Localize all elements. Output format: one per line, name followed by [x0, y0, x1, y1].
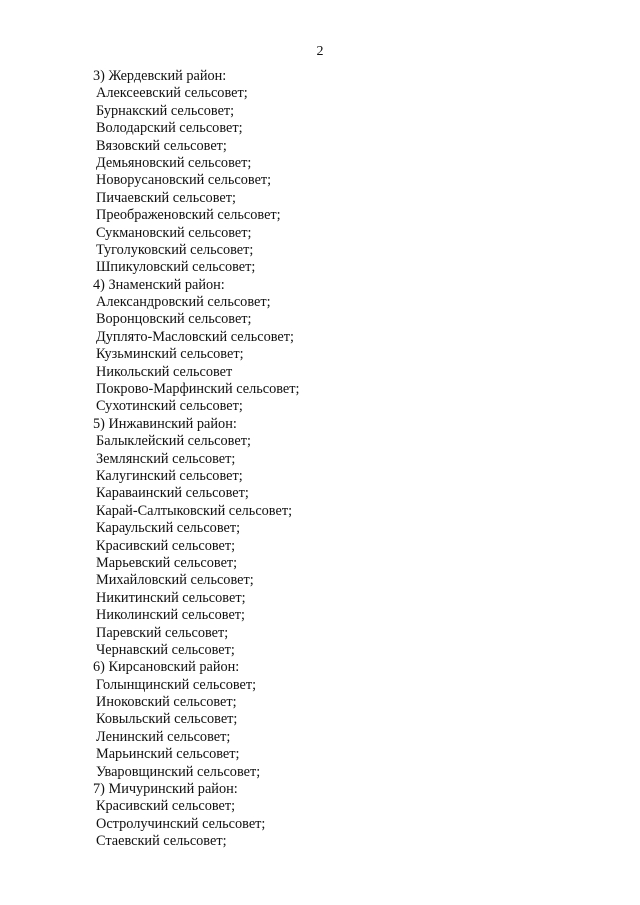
- council-list-item: Уваровщинский сельсовет;: [96, 763, 261, 780]
- council-list-item: Вязовский сельсовет;: [96, 137, 227, 154]
- council-list-item: Сухотинский сельсовет;: [96, 398, 243, 415]
- council-list-item: Новорусановский сельсовет;: [96, 172, 272, 189]
- council-list-item: Покрово-Марфинский сельсовет;: [96, 381, 300, 398]
- council-list-item: Сукмановский сельсовет;: [96, 224, 252, 241]
- council-list-item: Кузьминский сельсовет;: [96, 346, 244, 363]
- council-list-item: Шпикуловский сельсовет;: [96, 259, 256, 276]
- page-number: 2: [316, 44, 324, 59]
- council-list-item: Ленинский сельсовет;: [96, 728, 231, 745]
- council-list-item: Николинский сельсовет;: [96, 607, 246, 624]
- council-list-item: Преображеновский сельсовет;: [96, 207, 281, 224]
- council-list-item: Туголуковский сельсовет;: [96, 241, 254, 258]
- council-list-item: Демьяновский сельсовет;: [96, 154, 252, 171]
- council-list-item: Карай-Салтыковский сельсовет;: [96, 502, 293, 519]
- council-list-item: Воронцовский сельсовет;: [96, 311, 252, 328]
- district-heading: 3) Жердевский район:: [93, 68, 227, 84]
- council-list-item: Михайловский сельсовет;: [96, 572, 254, 589]
- council-list-item: Землянский сельсовет;: [96, 450, 236, 467]
- district-heading: 4) Знаменский район:: [93, 276, 225, 293]
- district-heading: 5) Инжавинский район:: [93, 415, 237, 432]
- district-heading: 6) Кирсановский район:: [93, 659, 240, 676]
- council-list-item: Ковыльский сельсовет;: [96, 711, 238, 728]
- council-list-item: Паревский сельсовет;: [96, 624, 229, 641]
- council-list-item: Марьинский сельсовет;: [96, 746, 240, 763]
- council-list-item: Никольский сельсовет: [96, 363, 233, 380]
- council-list-item: Иноковский сельсовет;: [96, 694, 237, 711]
- council-list-item: Калугинский сельсовет;: [96, 467, 243, 484]
- council-list-item: Караваинский сельсовет;: [96, 485, 249, 502]
- council-list-item: Никитинский сельсовет;: [96, 589, 246, 606]
- council-list-item: Дуплято-Масловский сельсовет;: [96, 328, 294, 345]
- district-list: [93, 68, 593, 851]
- district-heading: 7) Мичуринский район:: [93, 781, 238, 798]
- council-list-item: Голынщинский сельсовет;: [96, 676, 257, 693]
- council-list-item: Пичаевский сельсовет;: [96, 189, 236, 206]
- council-list-item: Алексеевский сельсовет;: [96, 85, 248, 102]
- council-list-item: Бурнакский сельсовет;: [96, 102, 235, 119]
- council-list-item: Марьевский сельсовет;: [96, 554, 238, 571]
- council-list-item: Александровский сельсовет;: [96, 294, 271, 311]
- council-list-item: Красивский сельсовет;: [96, 798, 236, 815]
- council-list-item: Караульский сельсовет;: [96, 520, 241, 537]
- council-list-item: Стаевский сельсовет;: [96, 833, 227, 850]
- council-list-item: Балыклейский сельсовет;: [96, 433, 251, 450]
- council-list-item: Чернавский сельсовет;: [96, 641, 235, 658]
- council-list-item: Володарский сельсовет;: [96, 120, 243, 137]
- council-list-item: Красивский сельсовет;: [96, 537, 236, 554]
- council-list-item: Остролучинский сельсовет;: [96, 815, 266, 832]
